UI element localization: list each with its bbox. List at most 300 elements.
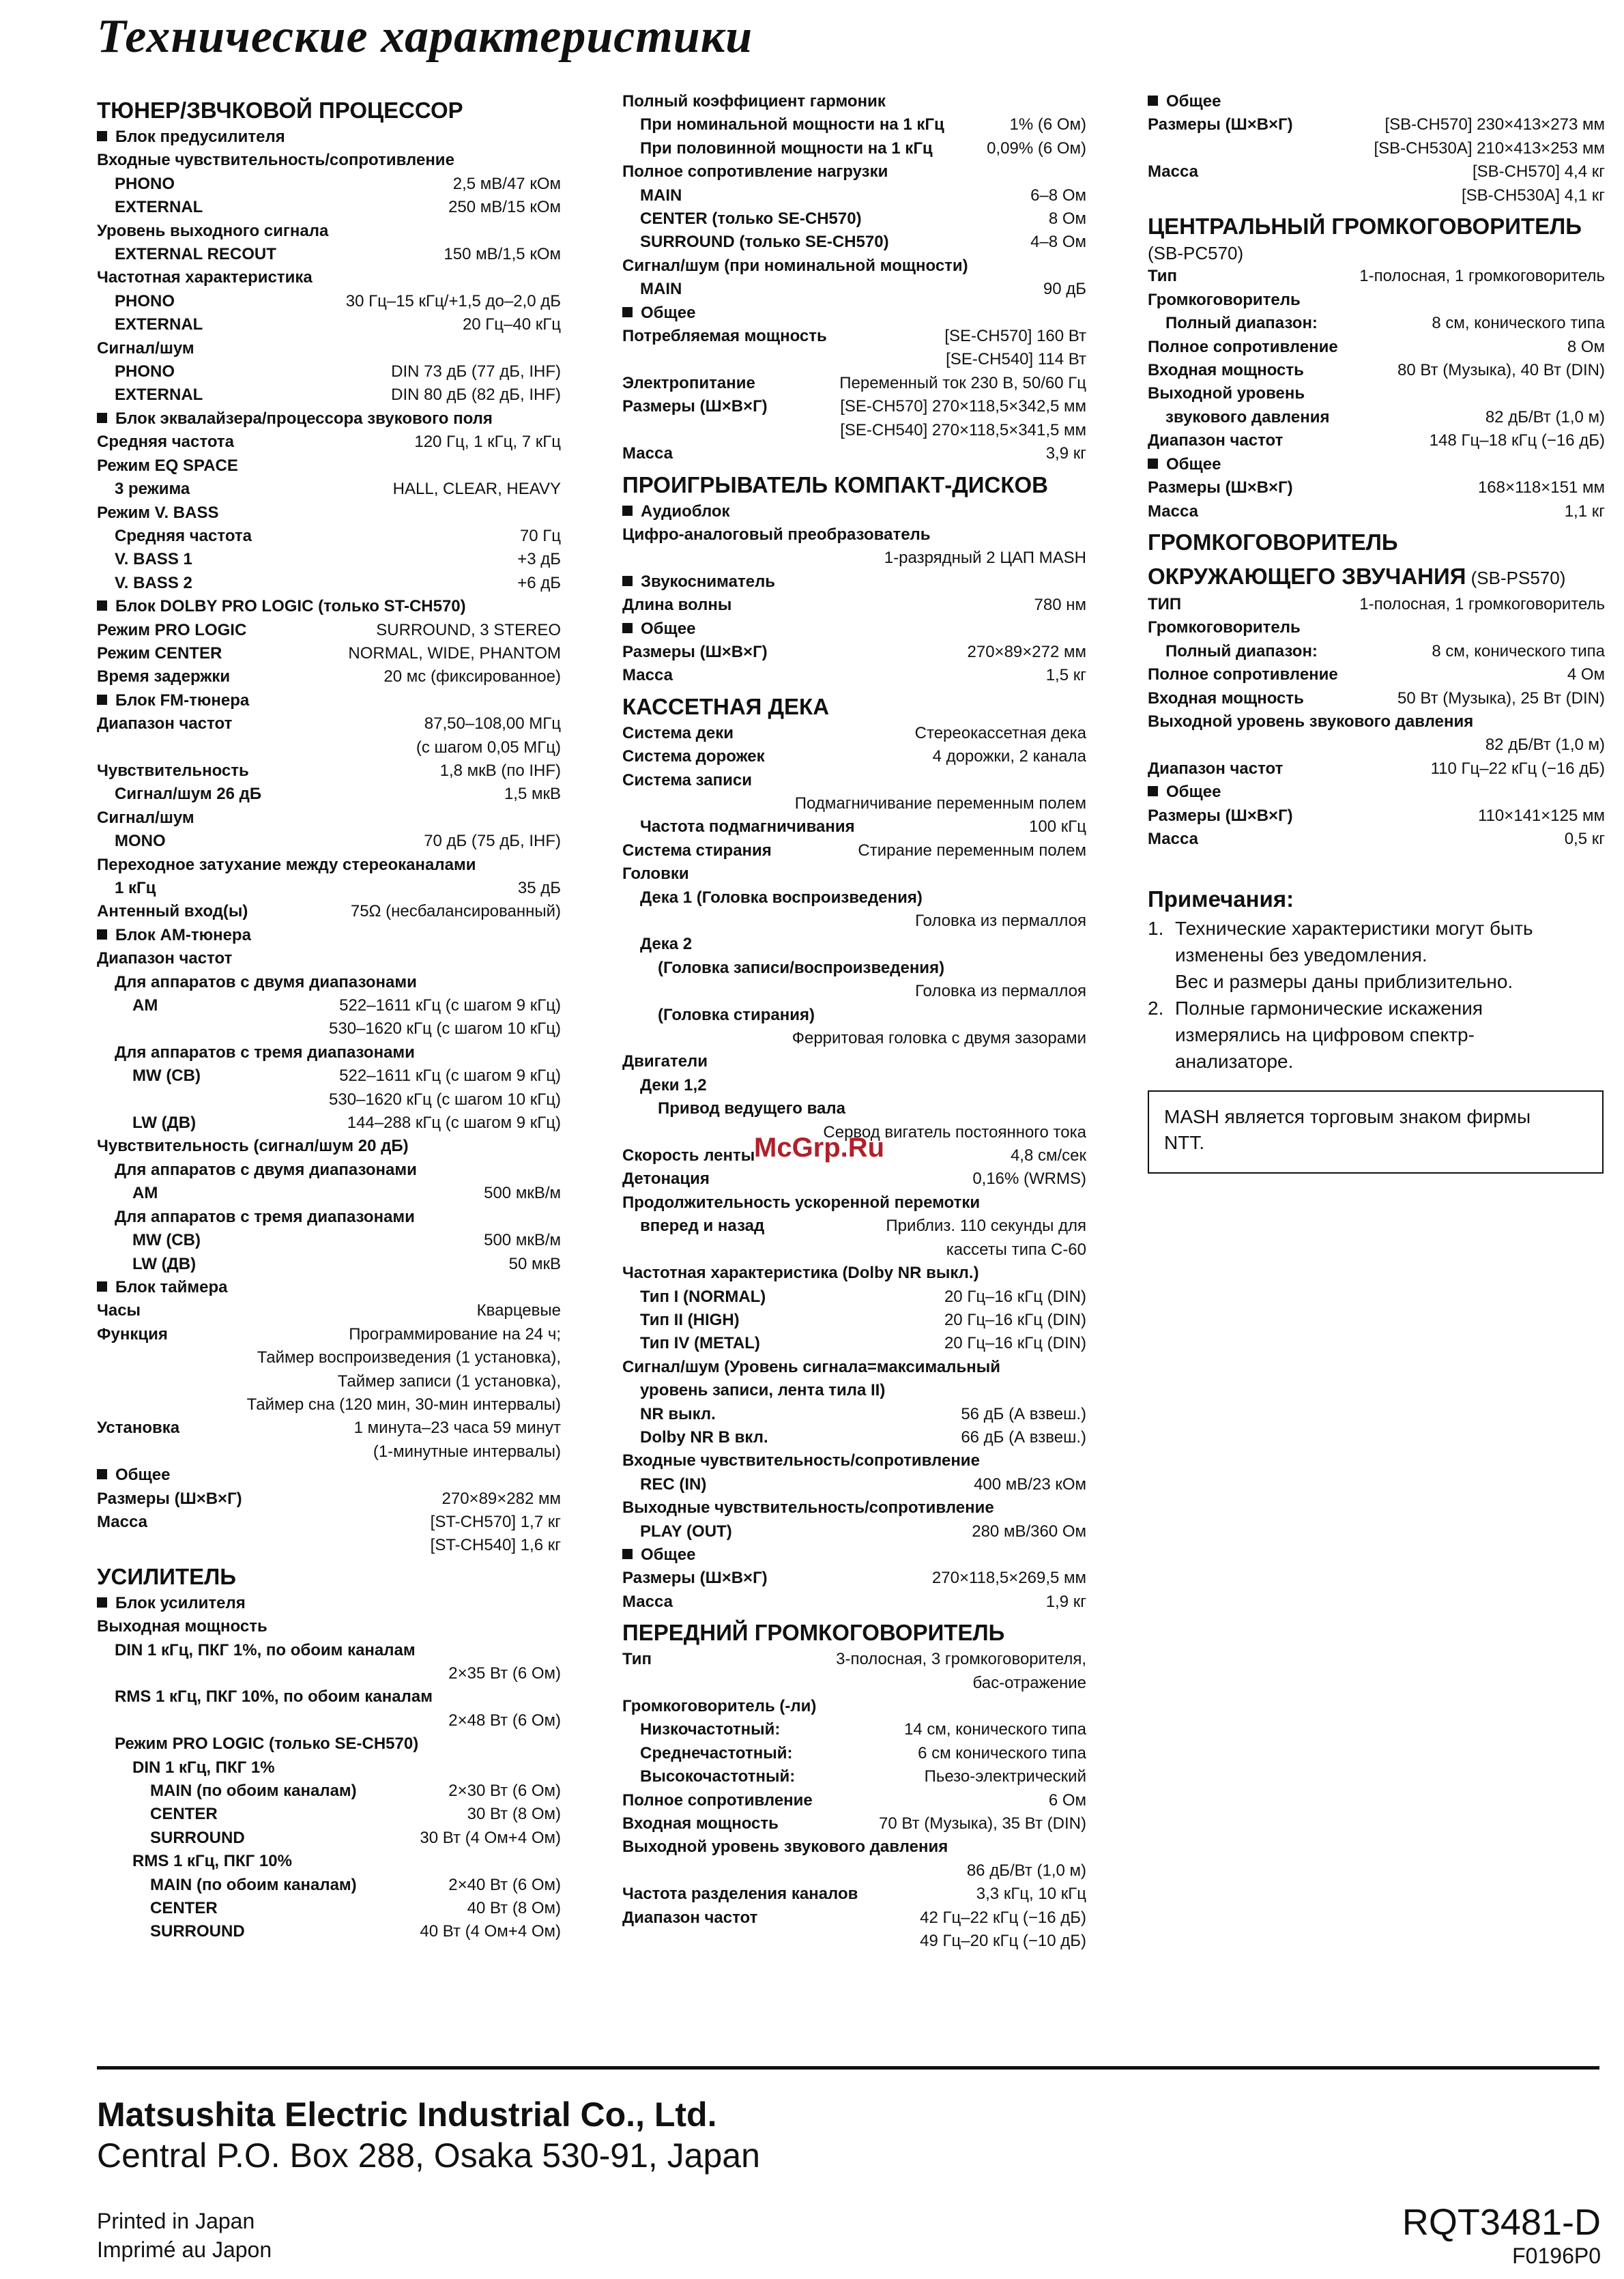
spec-value: [SB-CH530A] 210×413×253 мм	[1374, 139, 1605, 158]
spec-value: Ферритовая головка с двумя зазорами	[792, 1029, 1086, 1048]
spec-label: MAIN (по обоим каналам)	[150, 1875, 357, 1894]
spec-row	[97, 502, 561, 525]
spec-row	[97, 572, 561, 595]
spec-value: 4–8 Ом	[1030, 233, 1086, 252]
spec-row	[97, 1182, 561, 1205]
spec-row	[97, 1440, 561, 1464]
spec-row	[622, 1591, 1086, 1614]
spec-row	[97, 1685, 561, 1709]
spec-label: Длина волны	[622, 596, 732, 615]
spec-row	[97, 173, 561, 196]
spec-row	[622, 1859, 1086, 1883]
spec-label: LW (ДВ)	[132, 1254, 197, 1273]
printed-en: Printed in Japan	[97, 2209, 255, 2233]
spec-row	[1148, 406, 1605, 429]
spec-label: Диапазон частот	[97, 714, 233, 734]
spec-value: 168×118×151 мм	[1477, 478, 1605, 497]
spec-row	[1148, 663, 1605, 686]
block-heading: Общее	[622, 302, 1086, 325]
block-heading: Общее	[1148, 781, 1605, 804]
spec-value: 82 дБ/Вт (1,0 м)	[1485, 407, 1605, 426]
spec-label: PHONO	[115, 291, 175, 310]
spec-value: +3 дБ	[517, 550, 561, 569]
spec-value: 1,1 кг	[1564, 502, 1605, 521]
spec-row	[622, 1403, 1086, 1426]
note-number: 2.	[1148, 998, 1164, 1019]
spec-row	[622, 1742, 1086, 1765]
spec-label: MAIN	[640, 280, 682, 299]
spec-value: 1,5 мкВ	[504, 785, 561, 804]
spec-label: Тип	[622, 1650, 652, 1669]
spec-label: MW (CB)	[132, 1066, 201, 1086]
spec-label: AM	[132, 1184, 158, 1203]
spec-value: 8 см, конического типа	[1432, 641, 1605, 661]
spec-label: Масса	[1148, 502, 1198, 521]
spec-label: Часы	[97, 1301, 141, 1320]
spec-label: Частота подмагничивания	[640, 817, 855, 837]
spec-label: Время задержки	[97, 667, 231, 686]
spec-label: LW (ДВ)	[132, 1114, 197, 1133]
spec-label: Размеры (Ш×В×Г)	[622, 397, 768, 416]
spec-label: CENTER (только SE-CH570)	[640, 209, 862, 229]
spec-label: EXTERNAL	[115, 386, 203, 405]
spec-row	[97, 642, 561, 665]
spec-label: Размеры (Ш×В×Г)	[1148, 478, 1293, 497]
spec-row	[97, 1323, 561, 1346]
spec-row	[97, 1780, 561, 1803]
spec-value: 87,50–108,00 МГц	[424, 714, 561, 734]
note-line: измерялись на цифровом спектр-	[1175, 1024, 1475, 1045]
spec-value: 20 мс (фиксированное)	[383, 667, 561, 686]
spec-label: AM	[132, 996, 158, 1015]
spec-label: Для аппаратов с тремя диапазонами	[115, 1207, 415, 1226]
spec-value: 6 см конического типа	[918, 1743, 1086, 1762]
spec-row	[97, 900, 561, 923]
spec-label: Электропитание	[622, 373, 755, 392]
spec-row	[622, 1027, 1086, 1050]
spec-row	[97, 1346, 561, 1369]
spec-row	[622, 594, 1086, 617]
spec-row	[97, 360, 561, 383]
spec-row	[97, 1417, 561, 1440]
spec-label: (Головка записи/воспроизведения)	[658, 958, 945, 977]
spec-row	[622, 137, 1086, 160]
note-line: изменены без уведомления.	[1175, 944, 1427, 966]
spec-label: 1 кГц	[115, 879, 156, 897]
section-heading: ТЮНЕР/ЗВЧКОВОЙ ПРОЦЕССОР	[97, 98, 463, 123]
spec-value: 0,5 кг	[1564, 829, 1605, 848]
spec-row	[97, 149, 561, 172]
spec-label: Для аппаратов с двумя диапазонами	[115, 1160, 417, 1179]
spec-label: EXTERNAL	[115, 315, 203, 334]
block-heading: Аудиоблок	[622, 500, 1086, 523]
spec-row	[1148, 593, 1605, 616]
spec-row	[97, 807, 561, 830]
spec-row	[622, 1074, 1086, 1097]
spec-label: Масса	[97, 1512, 147, 1531]
spec-label: Масса	[622, 1592, 673, 1611]
spec-label: звукового давления	[1165, 407, 1330, 426]
spec-row	[1148, 312, 1605, 335]
spec-label: вперед и назад	[640, 1217, 765, 1236]
spec-row	[97, 994, 561, 1017]
spec-row	[622, 160, 1086, 184]
spec-value: 1-полосная, 1 громкоговоритель	[1359, 594, 1605, 613]
spec-row	[97, 1229, 561, 1252]
note-line: Технические характеристики могут быть	[1175, 918, 1533, 939]
spec-row	[622, 815, 1086, 839]
spec-value: 8 Ом	[1048, 209, 1086, 229]
spec-value: 2×40 Вт (6 Ом)	[448, 1875, 561, 1894]
section-heading-text: ОКРУЖАЮЩЕГО ЗВУЧАНИЯ	[1148, 563, 1466, 589]
spec-row	[622, 1309, 1086, 1332]
spec-row	[622, 1262, 1086, 1285]
spec-label: Скорость ленты	[622, 1146, 755, 1165]
spec-row	[622, 1238, 1086, 1262]
spec-label: Масса	[622, 666, 673, 685]
spec-row	[622, 1167, 1086, 1191]
spec-value: 500 мкВ/м	[484, 1184, 561, 1203]
spec-value: 30 Вт (4 Ом+4 Ом)	[420, 1828, 561, 1847]
block-heading: Блок предусилителя	[97, 126, 561, 149]
block-heading: Общее	[97, 1464, 561, 1487]
spec-label: Режим V. BASS	[97, 503, 219, 522]
note-number: 1.	[1148, 918, 1164, 939]
spec-label: Полный диапазон:	[1165, 314, 1318, 333]
spec-value: 70 Вт (Музыка), 35 Вт (DIN)	[879, 1814, 1086, 1833]
spec-label: Выходной уровень звукового давления	[1148, 712, 1474, 731]
spec-row	[97, 1206, 561, 1229]
spec-value: 40 Вт (8 Ом)	[467, 1899, 561, 1918]
spec-value: 14 см, конического типа	[904, 1720, 1086, 1739]
spec-row	[97, 290, 561, 313]
spec-row	[1148, 382, 1605, 405]
spec-value: 400 мВ/23 кОм	[974, 1475, 1086, 1494]
spec-value: Стереокассетная дека	[914, 723, 1086, 742]
note-line: Полные гармонические искажения	[1175, 998, 1483, 1019]
spec-value: [SE-CH540] 114 Вт	[946, 350, 1086, 369]
section-model: (SB-PS570)	[1466, 567, 1566, 588]
spec-value: Кварцевые	[476, 1301, 561, 1320]
section-heading: ГРОМКОГОВОРИТЕЛЬ	[1148, 529, 1398, 555]
spec-label: SURROUND (только SE-CH570)	[640, 233, 889, 252]
spec-label: Диапазон частот	[1148, 431, 1284, 450]
spec-row	[622, 792, 1086, 815]
spec-value: Таймер сна (120 мин, 30-мин интервалы)	[246, 1395, 561, 1414]
spec-label: Чувствительность (сигнал/шум 20 дБ)	[97, 1137, 409, 1156]
spec-label: DIN 1 кГц, ПКГ 1%, по обоим каналам	[115, 1640, 416, 1659]
spec-value: 3,3 кГц, 10 кГц	[976, 1885, 1086, 1904]
spec-label: MONO	[115, 832, 166, 851]
company-name: Matsushita Electric Industrial Co., Ltd.	[97, 2095, 717, 2134]
section-heading	[1148, 562, 1605, 593]
spec-label: CENTER	[150, 1899, 218, 1918]
spec-label: Входные чувствительность/сопротивление	[622, 1451, 980, 1470]
spec-row	[622, 1379, 1086, 1402]
section-heading: ПРОИГРЫВАТЕЛЬ КОМПАКТ-ДИСКОВ	[622, 471, 1048, 497]
spec-row	[1148, 828, 1605, 851]
block-heading: Общее	[622, 618, 1086, 641]
spec-label: Тип	[1148, 267, 1177, 286]
spec-row	[622, 839, 1086, 862]
footer-divider	[97, 2066, 1599, 2070]
spec-value: [SB-CH570] 230×413×273 мм	[1384, 115, 1605, 134]
spec-row	[622, 910, 1086, 933]
spec-row	[1148, 687, 1605, 710]
spec-label: Полный диапазон:	[1165, 641, 1318, 661]
spec-value: 42 Гц–22 кГц (−16 дБ)	[920, 1908, 1086, 1927]
spec-value: [SB-CH530A] 4,1 кг	[1461, 186, 1605, 205]
spec-label: Размеры (Ш×В×Г)	[1148, 115, 1293, 134]
spec-row	[622, 933, 1086, 956]
spec-row	[1148, 160, 1605, 184]
spec-value: кассеты типа C-60	[946, 1240, 1086, 1259]
spec-value: 49 Гц–20 кГц (−10 дБ)	[920, 1932, 1086, 1951]
spec-row	[97, 665, 561, 688]
spec-value: 8 см, конического типа	[1432, 314, 1605, 333]
spec-label: MAIN	[640, 186, 682, 205]
spec-value: 70 дБ (75 дБ, IHF)	[424, 832, 561, 851]
spec-row	[622, 1695, 1086, 1718]
spec-value: 4 Ом	[1567, 665, 1605, 684]
spec-row	[622, 325, 1086, 348]
spec-value: Таймер записи (1 установка),	[337, 1371, 561, 1391]
spec-value: Пьезо-электрический	[924, 1767, 1086, 1786]
spec-row	[1148, 336, 1605, 359]
spec-label: Система стирания	[622, 841, 772, 860]
spec-row	[97, 759, 561, 783]
spec-value: 120 Гц, 1 кГц, 7 кГц	[414, 433, 561, 452]
spec-value: [ST-CH540] 1,6 кг	[430, 1536, 561, 1555]
spec-value: 20 Гц–16 кГц (DIN)	[944, 1310, 1086, 1329]
spec-row	[97, 1732, 561, 1756]
spec-value: 66 дБ (А взвеш.)	[961, 1427, 1086, 1447]
spec-label: Входные чувствительность/сопротивление	[97, 151, 454, 170]
spec-value: 1 минута–23 часа 59 минут	[353, 1419, 561, 1438]
spec-label: Дека 2	[640, 935, 693, 954]
spec-label: Входная мощность	[622, 1814, 779, 1833]
spec-label: Режим PRO LOGIC (только SE-CH570)	[115, 1734, 419, 1754]
spec-row	[622, 1765, 1086, 1788]
spec-label: Полное сопротивление	[622, 1790, 813, 1810]
spec-label: Режим PRO LOGIC	[97, 620, 247, 639]
spec-row	[97, 947, 561, 970]
spec-row	[1148, 476, 1605, 499]
spec-label: Головки	[622, 865, 689, 884]
spec-label: Режим EQ SPACE	[97, 456, 238, 475]
note-item	[1148, 995, 1605, 1075]
spec-label: Средняя частота	[115, 526, 252, 545]
spec-label: CENTER	[150, 1805, 218, 1824]
spec-value: 280 мВ/360 Ом	[972, 1522, 1086, 1541]
spec-value: Головка из пермаллоя	[915, 912, 1086, 930]
spec-label: Частотная характеристика	[97, 268, 313, 287]
spec-label: EXTERNAL RECOUT	[115, 245, 276, 264]
spec-label: Полное сопротивление	[1148, 665, 1338, 684]
spec-row	[622, 980, 1086, 1003]
spec-row	[622, 769, 1086, 792]
spec-value: 4,8 см/сек	[1010, 1146, 1086, 1165]
spec-label: Средняя частота	[97, 433, 234, 452]
spec-row	[97, 1534, 561, 1557]
spec-label: Среднечастотный:	[640, 1743, 793, 1762]
section-heading: ПЕРЕДНИЙ ГРОМКОГОВОРИТЕЛЬ	[622, 1620, 1005, 1646]
section-model: (SB-PC570)	[1148, 243, 1244, 264]
spec-value: 50 Вт (Музыка), 25 Вт (DIN)	[1397, 688, 1605, 708]
spec-row	[622, 1906, 1086, 1930]
spec-label: Размеры (Ш×В×Г)	[622, 1569, 768, 1588]
spec-row	[622, 184, 1086, 207]
spec-label: Потребляемая мощность	[622, 327, 827, 346]
spec-row	[97, 1511, 561, 1534]
spec-value: 1,8 мкВ (по IHF)	[439, 761, 561, 780]
block-heading: Блок DOLBY PRO LOGIC (только ST-CH570)	[97, 595, 561, 618]
spec-value: Приблиз. 110 секунды для	[886, 1217, 1086, 1236]
spec-label: Тип II (HIGH)	[640, 1310, 740, 1329]
spec-row	[622, 1050, 1086, 1073]
spec-label: Антенный вход(ы)	[97, 902, 248, 921]
spec-row	[97, 1615, 561, 1638]
spec-label: SURROUND	[150, 1922, 245, 1941]
note-item	[1148, 915, 1605, 995]
spec-label: Система дорожек	[622, 747, 765, 766]
spec-value: 110 Гц–22 кГц (−16 дБ)	[1430, 759, 1605, 778]
spec-row	[622, 745, 1086, 768]
spec-row	[1148, 640, 1605, 663]
spec-value: 500 мкВ/м	[484, 1231, 561, 1250]
spec-row	[622, 255, 1086, 278]
spec-label: 3 режима	[115, 480, 190, 499]
spec-row	[622, 722, 1086, 745]
spec-label: Полное сопротивление	[1148, 337, 1338, 356]
spec-row	[1148, 616, 1605, 639]
spec-label: Деки 1,2	[640, 1075, 707, 1094]
spec-row	[97, 1850, 561, 1873]
spec-value: 2×30 Вт (6 Ом)	[448, 1782, 561, 1801]
spec-label: Сигнал/шум	[97, 338, 194, 358]
spec-label: Громкоговоритель	[1148, 618, 1301, 637]
spec-label: V. BASS 2	[115, 573, 192, 592]
spec-row	[622, 1426, 1086, 1449]
spec-row	[97, 830, 561, 853]
spec-row	[1148, 184, 1605, 207]
spec-row	[97, 1897, 561, 1920]
spec-label: RMS 1 кГц, ПКГ 10%	[132, 1852, 292, 1871]
spec-value: 86 дБ/Вт (1,0 м)	[966, 1861, 1086, 1880]
spec-value: 100 кГц	[1029, 817, 1086, 837]
spec-label: PLAY (OUT)	[640, 1522, 732, 1541]
spec-row	[97, 877, 561, 900]
spec-row	[97, 1639, 561, 1662]
spec-row	[622, 547, 1086, 570]
spec-label: Сигнал/шум (Уровень сигнала=максимальный	[622, 1357, 1000, 1376]
spec-label: Для аппаратов с тремя диапазонами	[115, 1043, 415, 1062]
spec-row	[97, 1159, 561, 1182]
spec-label: Система деки	[622, 723, 734, 742]
spec-row	[97, 1112, 561, 1135]
spec-value: 530–1620 кГц (с шагом 10 кГц)	[329, 1019, 561, 1039]
spec-row	[622, 113, 1086, 136]
trademark-line: MASH является торговым знаком фирмы	[1164, 1106, 1531, 1127]
spec-label: уровень записи, лента тила II)	[640, 1381, 886, 1400]
spec-value: Головка из пермаллоя	[915, 982, 1086, 1001]
spec-value: 30 Вт (8 Ом)	[467, 1805, 561, 1824]
block-heading: Блок усилителя	[97, 1592, 561, 1615]
spec-label: ТИП	[1148, 594, 1182, 613]
spec-value: 522–1611 кГц (с шагом 9 кГц)	[339, 1066, 561, 1086]
spec-value: 1-полосная, 1 громкоговоритель	[1359, 267, 1605, 286]
spec-row	[97, 1088, 561, 1112]
spec-label: Цифро-аналоговый преобразователь	[622, 525, 931, 544]
spec-value: 2×35 Вт (6 Ом)	[448, 1664, 561, 1683]
spec-value: 3,9 кг	[1045, 444, 1086, 463]
spec-value: NORMAL, WIDE, PHANTOM	[348, 643, 561, 663]
spec-label: Масса	[622, 444, 673, 463]
spec-row	[622, 1286, 1086, 1309]
spec-row	[97, 1487, 561, 1511]
document-code: RQT3481-D	[1402, 2202, 1601, 2243]
spec-value: Программирование на 24 ч;	[349, 1324, 561, 1344]
spec-label: Система записи	[622, 770, 752, 789]
spec-label: Выходной уровень звукового давления	[622, 1838, 948, 1857]
spec-row	[622, 395, 1086, 418]
spec-value: [SE-CH540] 270×118,5×341,5 мм	[840, 420, 1086, 439]
note-line: Вес и размеры даны приблизительно.	[1175, 971, 1513, 992]
spec-row	[97, 1253, 561, 1276]
spec-row	[622, 1930, 1086, 1953]
spec-row	[97, 337, 561, 360]
spec-row	[622, 419, 1086, 442]
spec-label: Диапазон частот	[622, 1908, 758, 1927]
spec-label: Сигнал/шум 26 дБ	[115, 785, 262, 804]
spec-row	[622, 1812, 1086, 1835]
spec-row	[97, 1756, 561, 1780]
spec-row	[1148, 359, 1605, 382]
spec-row	[97, 383, 561, 407]
spec-value: [SB-CH570] 4,4 кг	[1472, 162, 1605, 182]
spec-label: NR выкл.	[640, 1404, 716, 1423]
spec-label: Установка	[97, 1419, 180, 1438]
spec-row	[622, 862, 1086, 886]
spec-row	[1148, 113, 1605, 136]
spec-value: 20 Гц–40 кГц	[462, 315, 561, 334]
spec-label: При половинной мощности на 1 кГц	[640, 139, 933, 158]
spec-value: 530–1620 кГц (с шагом 10 кГц)	[329, 1090, 561, 1109]
block-heading: Блок АМ-тюнера	[97, 924, 561, 947]
spec-row	[97, 1017, 561, 1041]
spec-label: Сигнал/шум (при номинальной мощности)	[622, 256, 968, 275]
spec-label: Масса	[1148, 162, 1198, 182]
spec-column-1	[97, 91, 561, 1944]
spec-label: SURROUND	[150, 1828, 245, 1847]
spec-value: 250 мВ/15 кОм	[448, 198, 561, 217]
spec-value: 2×48 Вт (6 Ом)	[448, 1711, 561, 1730]
spec-value: HALL, CLEAR, HEAVY	[392, 480, 561, 499]
spec-value: [SE-CH570] 160 Вт	[944, 327, 1086, 346]
spec-row	[97, 1041, 561, 1064]
spec-row	[97, 619, 561, 642]
spec-row	[622, 1718, 1086, 1741]
spec-label: RMS 1 кГц, ПКГ 10%, по обоим каналам	[115, 1687, 433, 1707]
spec-value: 0,09% (6 Ом)	[987, 139, 1086, 158]
spec-label: EXTERNAL	[115, 198, 203, 217]
spec-value: 522–1611 кГц (с шагом 9 кГц)	[339, 996, 561, 1015]
spec-row	[97, 1803, 561, 1826]
spec-value: Переменный ток 230 В, 50/60 Гц	[839, 373, 1086, 392]
spec-label: Размеры (Ш×В×Г)	[1148, 806, 1293, 825]
spec-value: Сервод вигатель постоянного тока	[823, 1122, 1086, 1142]
spec-label: Дека 1 (Головка воспроизведения)	[640, 888, 923, 907]
